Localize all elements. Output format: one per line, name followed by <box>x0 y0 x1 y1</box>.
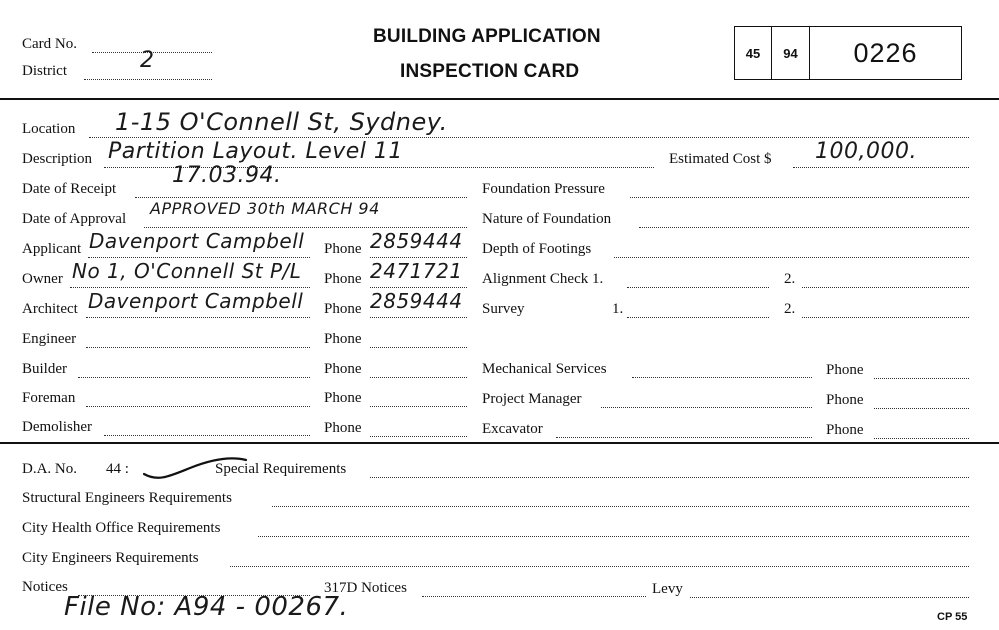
architect-phone-label: Phone <box>324 301 362 317</box>
date-receipt-value: 17.03.94. <box>172 163 282 188</box>
estimated-cost-label: Estimated Cost $ <box>669 151 772 167</box>
project-manager-phone-label: Phone <box>826 392 864 408</box>
project-manager-label: Project Manager <box>482 391 582 407</box>
demolisher-line <box>104 435 310 436</box>
location-value: 1-15 O'Connell St, Sydney. <box>115 108 448 136</box>
da-no-label: D.A. No. <box>22 461 77 477</box>
applicant-label: Applicant <box>22 241 82 257</box>
mechanical-phone-label: Phone <box>826 362 864 378</box>
depth-footings-line <box>614 257 969 258</box>
demolisher-phone-label: Phone <box>324 420 362 436</box>
owner-phone-label: Phone <box>324 271 362 287</box>
owner-phone-line <box>370 287 467 288</box>
date-receipt-label: Date of Receipt <box>22 181 117 197</box>
builder-line <box>78 377 310 378</box>
district-value: 2 <box>140 48 155 73</box>
owner-value: No 1, O'Connell St P/L <box>72 259 302 283</box>
location-label: Location <box>22 121 76 137</box>
health-requirements-line <box>258 536 969 537</box>
card-number-box <box>734 26 962 80</box>
engineer-phone-label: Phone <box>324 331 362 347</box>
header-divider <box>0 98 999 100</box>
special-requirements-label: Special Requirements <box>215 461 347 477</box>
date-approval-label: Date of Approval <box>22 211 127 227</box>
excavator-line <box>556 437 812 438</box>
engineer-line <box>86 347 310 348</box>
foreman-line <box>86 406 310 407</box>
survey-line-2 <box>802 317 969 318</box>
applicant-phone-line <box>370 257 467 258</box>
builder-label: Builder <box>22 361 67 377</box>
foreman-label: Foreman <box>22 390 76 406</box>
foreman-phone-label: Phone <box>324 390 362 406</box>
estimated-cost-value: 100,000. <box>815 139 917 164</box>
excavator-phone-line <box>874 438 969 439</box>
nature-foundation-line <box>639 227 969 228</box>
demolisher-phone-line <box>370 436 467 437</box>
city-engineers-line <box>230 566 969 567</box>
description-label: Description <box>22 151 92 167</box>
builder-phone-label: Phone <box>324 361 362 377</box>
foreman-phone-line <box>370 406 467 407</box>
location-line <box>89 137 969 138</box>
owner-phone: 2471721 <box>370 259 463 283</box>
da-no-value: 44 : <box>106 461 129 477</box>
card-no-label: Card No. <box>22 36 77 52</box>
mechanical-line <box>632 377 812 378</box>
applicant-line <box>88 257 310 258</box>
structural-requirements-line <box>272 506 969 507</box>
demolisher-label: Demolisher <box>22 419 92 435</box>
levy-label: Levy <box>652 581 683 597</box>
date-approval-line <box>144 227 467 228</box>
foundation-pressure-label: Foundation Pressure <box>482 181 605 197</box>
notices-317d-line <box>422 596 646 597</box>
description-value: Partition Layout. Level 11 <box>108 139 403 164</box>
applicant-value: Davenport Campbell <box>89 229 305 253</box>
date-approval-value: APPROVED 30th MARCH 94 <box>150 199 380 218</box>
form-title-line2: INSPECTION CARD <box>400 61 580 82</box>
city-engineers-label: City Engineers Requirements <box>22 550 199 566</box>
owner-line <box>70 287 310 288</box>
date-receipt-line <box>135 197 467 198</box>
architect-value: Davenport Campbell <box>88 289 304 313</box>
builder-phone-line <box>370 377 467 378</box>
architect-line <box>86 317 310 318</box>
engineer-phone-line <box>370 347 467 348</box>
nature-foundation-label: Nature of Foundation <box>482 211 612 227</box>
card-number: 0226 <box>853 37 918 68</box>
applicant-phone-label: Phone <box>324 241 362 257</box>
mechanical-phone-line <box>874 378 969 379</box>
district-label: District <box>22 63 67 79</box>
mechanical-label: Mechanical Services <box>482 361 607 377</box>
excavator-label: Excavator <box>482 421 543 437</box>
foundation-pressure-line <box>630 197 969 198</box>
alignment-check-label: Alignment Check 1. <box>482 271 604 287</box>
survey-label: Survey <box>482 301 525 317</box>
architect-phone-line <box>370 317 467 318</box>
file-number: File No: A94 - 00267. <box>64 592 349 622</box>
project-manager-line <box>601 407 812 408</box>
card-code-2: 94 <box>772 27 810 79</box>
applicant-phone: 2859444 <box>370 229 463 253</box>
form-code: CP 55 <box>937 611 968 623</box>
card-code-1: 45 <box>735 27 772 79</box>
survey-2-label: 2. <box>784 301 796 317</box>
details-divider <box>0 442 999 444</box>
alignment-check-2-label: 2. <box>784 271 796 287</box>
depth-footings-label: Depth of Footings <box>482 241 592 257</box>
engineer-label: Engineer <box>22 331 77 347</box>
special-requirements-line <box>370 477 969 478</box>
survey-line-1 <box>627 317 769 318</box>
levy-line <box>690 597 969 598</box>
notices-317d-label: 317D Notices <box>324 580 407 596</box>
form-title-line1: BUILDING APPLICATION <box>373 26 601 47</box>
district-line <box>84 79 212 80</box>
health-requirements-label: City Health Office Requirements <box>22 520 221 536</box>
excavator-phone-label: Phone <box>826 422 864 438</box>
alignment-check-line-1 <box>627 287 769 288</box>
architect-label: Architect <box>22 301 78 317</box>
owner-label: Owner <box>22 271 63 287</box>
estimated-cost-line <box>793 167 969 168</box>
architect-phone: 2859444 <box>370 289 463 313</box>
structural-requirements-label: Structural Engineers Requirements <box>22 490 232 506</box>
project-manager-phone-line <box>874 408 969 409</box>
survey-1-label: 1. <box>612 301 624 317</box>
alignment-check-line-2 <box>802 287 969 288</box>
notices-label: Notices <box>22 579 68 595</box>
